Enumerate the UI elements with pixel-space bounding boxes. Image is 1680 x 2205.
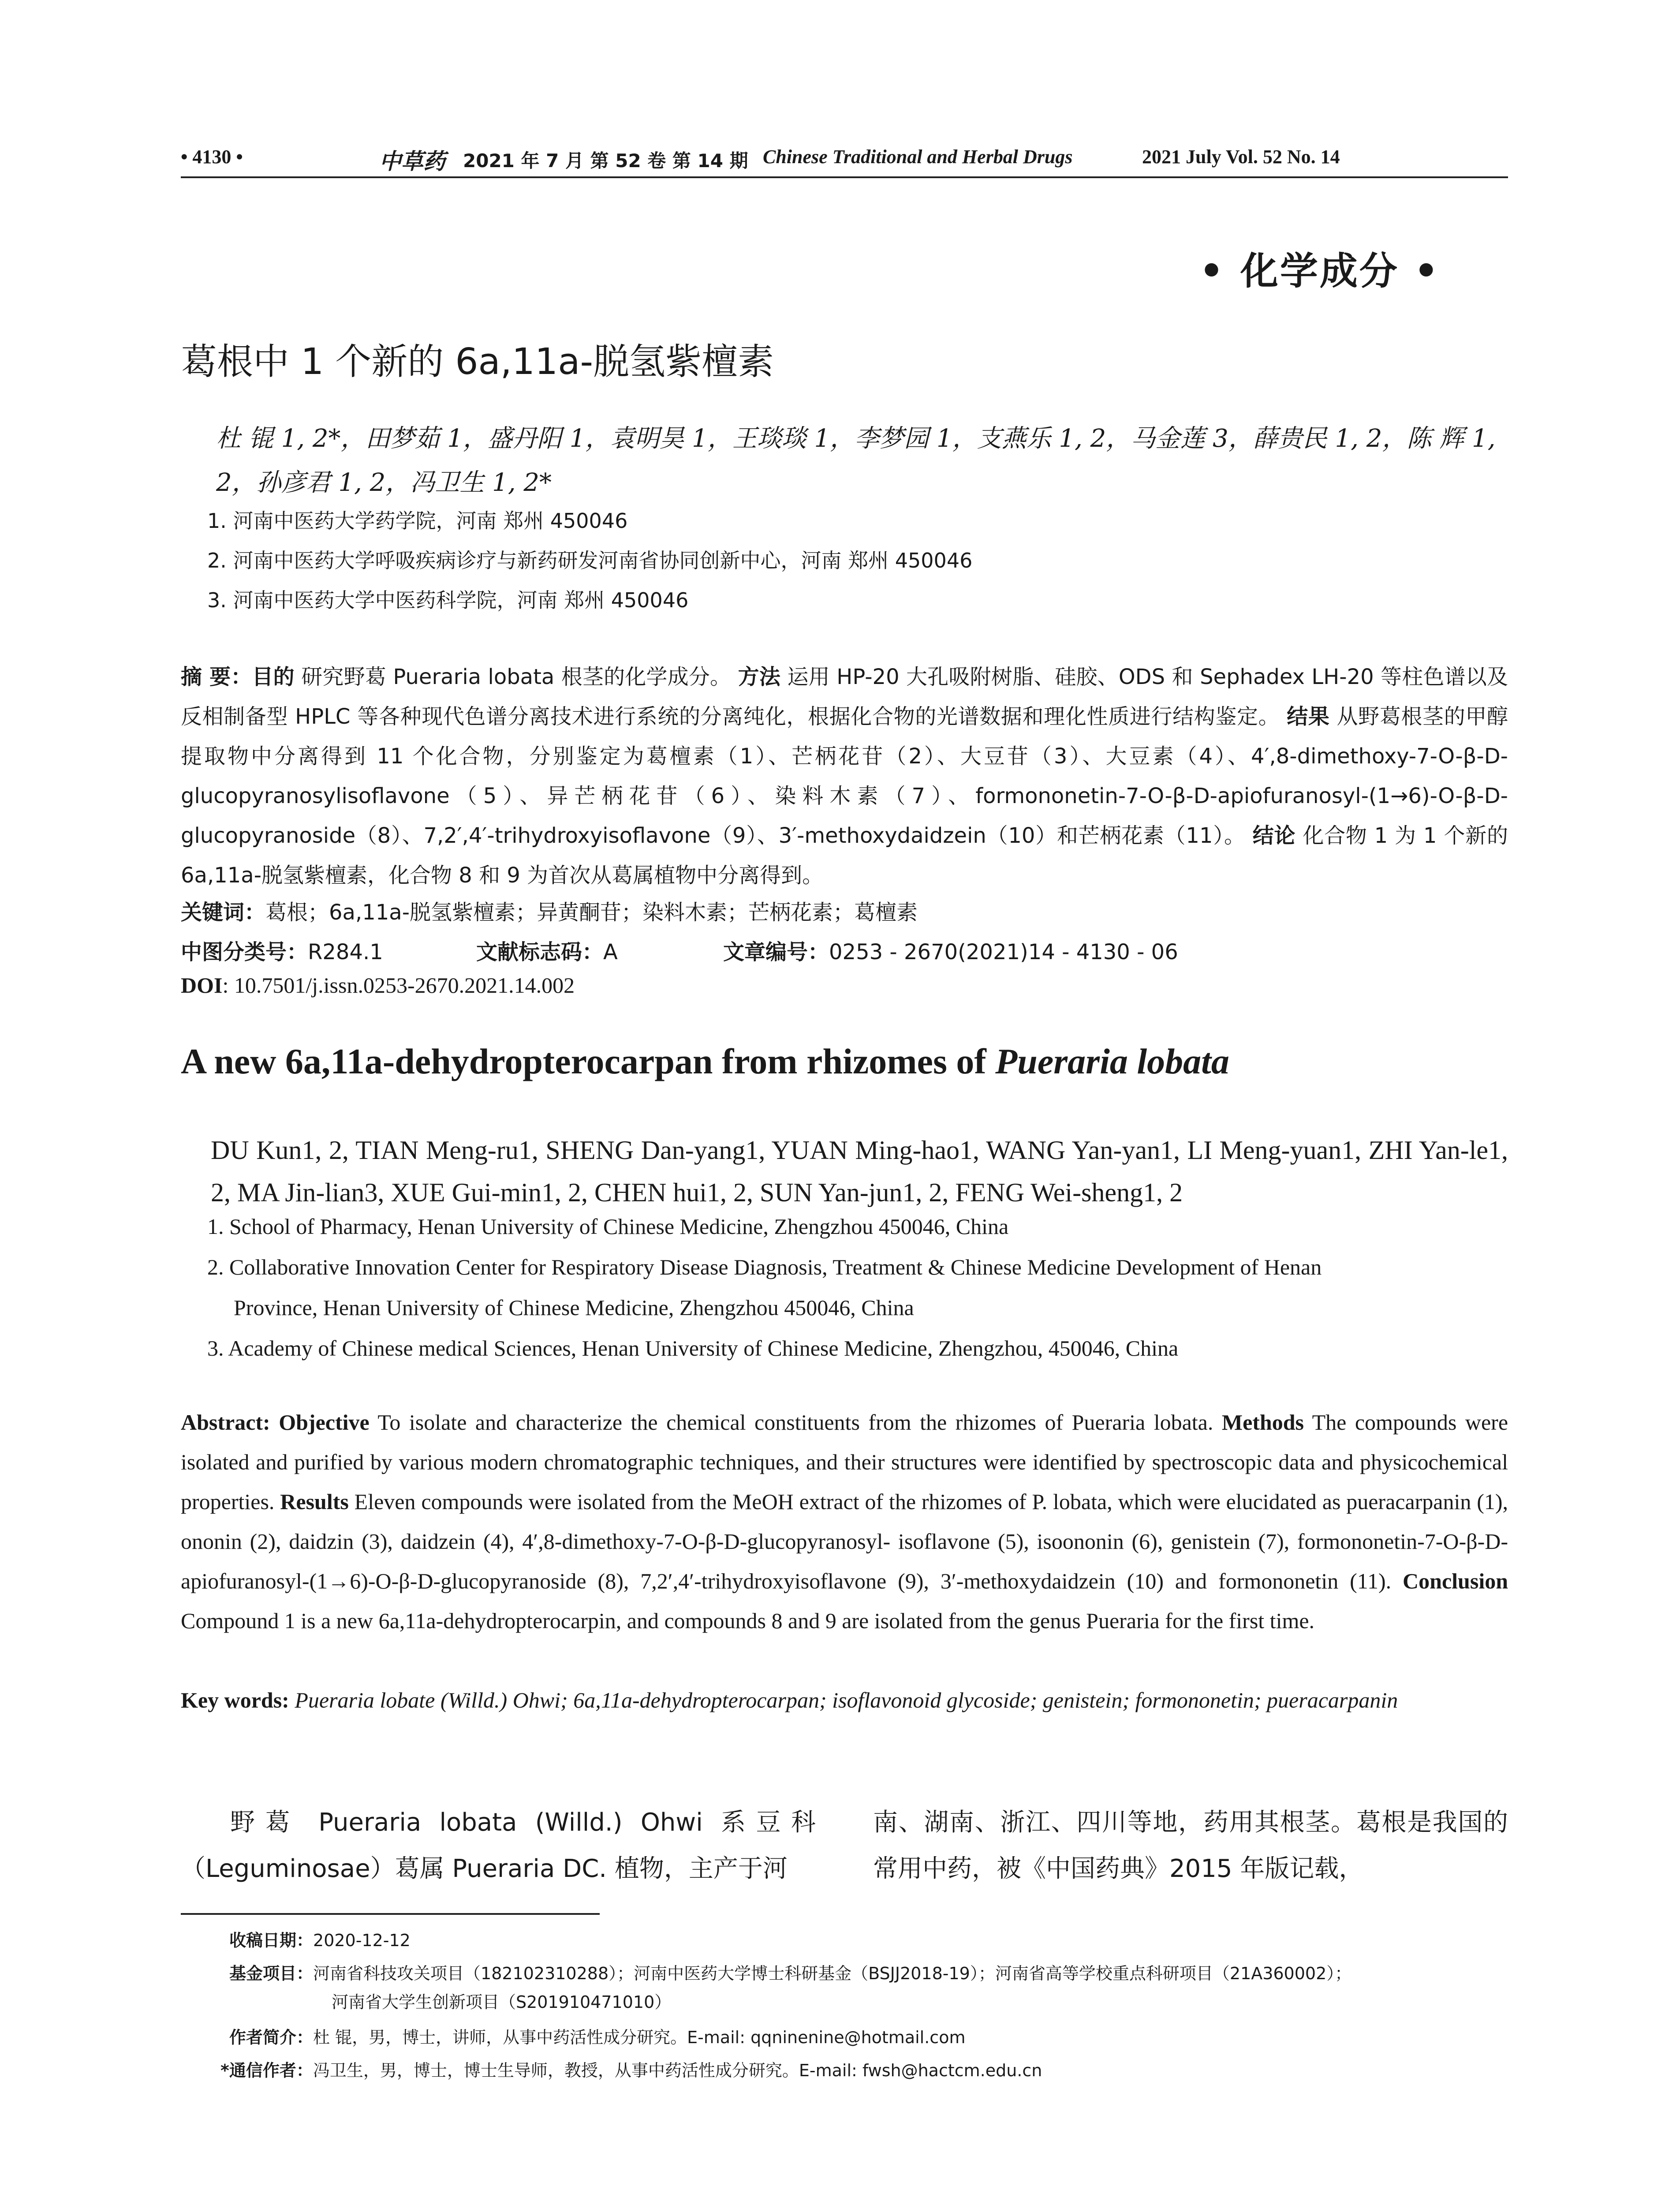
- body-column-left: 野葛 Pueraria lobata (Willd.) Ohwi 系豆科（Leguminosae）葛属 Pueraria DC. 植物，主产于河: [181, 1808, 816, 1883]
- body-column-right: 南、湖南、浙江、四川等地，药用其根茎。葛根是我国的常用中药，被《中国药典》2015 年版记载，: [873, 1808, 1508, 1883]
- authors-en: DU Kun1, 2, TIAN Meng-ru1, SHENG Dan-yang1, YUAN Ming-hao1, WANG Yan-yan1, LI Meng-yuan1, ZHI Yan-le1, 2, MA Jin-lian3, XUE Gui-min1, 2, CHEN hui1, 2, SUN Yan-jun1, 2, FENG Wei-sheng1, 2: [211, 1136, 1508, 1207]
- clc-value: R284.1: [308, 940, 383, 964]
- objective-cn: 研究野葛 Pueraria lobata 根茎的化学成分。: [301, 665, 732, 689]
- keywords-en: [181, 1680, 1508, 1720]
- corr-label: *通信作者：: [220, 2061, 313, 2080]
- header-rule: [181, 176, 1508, 178]
- results-cn: 从野葛根茎的甲醇提取物中分离得到 11 个化合物，分别鉴定为葛檀素（1）、芒柄花苷（2）、大豆苷（3）、大豆素（4）、4′,8-dimethoxy-7-O-β-D-glucopyranosylisoflavone（5）、异芒柄花苷（6）、染料木素（7）、formononetin-7-O-β-D-apiofuranosyl-(1→6)-O-β-D-glucopyranoside（8）、7,2′,4′-trihydroxyisoflavone（9）、3′-methoxydaidzein（10）和芒柄花素（11）。: [181, 704, 1508, 848]
- conclusion-label-en: Conclusion: [1403, 1569, 1508, 1593]
- doi-label: DOI: [181, 973, 223, 998]
- issue-cn: 2021 年 7 月 第 52 卷 第 14 期: [463, 150, 748, 172]
- journal-name-cn: 中草药: [379, 149, 445, 174]
- corr-text: 冯卫生，男，博士，博士生导师，教授，从事中药活性成分研究。E-mail: fwsh@hactcm.edu.cn: [313, 2061, 1042, 2080]
- keywords-cn: [181, 895, 918, 926]
- results-label-cn: 结果: [1287, 704, 1330, 729]
- objective-label-en: Objective: [279, 1410, 370, 1435]
- page-number: • 4130 •: [181, 146, 243, 168]
- bio-text: 杜 锟，男，博士，讲师，从事中药活性成分研究。E-mail: qqninenine@hotmail.com: [313, 2028, 966, 2047]
- objective-label-cn: 目的: [252, 665, 295, 689]
- bio-label: 作者简介：: [229, 2028, 314, 2047]
- affiliation-cn-1: 1. 河南中医药大学药学院，河南 郑州 450046: [207, 509, 628, 533]
- abstract-cn-label: 摘 要：: [181, 665, 252, 689]
- methods-label-cn: 方法: [738, 665, 780, 689]
- fund-label: 基金项目：: [229, 1964, 314, 1983]
- affiliation-cn-3: 3. 河南中医药大学中医药科学院，河南 郑州 450046: [207, 588, 689, 612]
- footnote-rule: [181, 1913, 600, 1915]
- affiliation-en-2: 2. Collaborative Innovation Center for Respiratory Disease Diagnosis, Treatment & Chinese Medicine Development of Henan: [207, 1255, 1322, 1279]
- doc-code-value: A: [603, 940, 618, 964]
- title-en: [181, 1041, 1229, 1082]
- title-cn: 葛根中 1 个新的 6a,11a-脱氢紫檀素: [181, 341, 774, 383]
- received-label: 收稿日期：: [229, 1931, 314, 1950]
- fund-text: 河南省科技攻关项目（182102310288）；河南中医药大学博士科研基金（BSJJ2018-19）；河南省高等学校重点科研项目（21A360002）；: [313, 1964, 1352, 1983]
- footnote-fund: [229, 1960, 1508, 1987]
- received-date: 2020-12-12: [313, 1931, 411, 1950]
- abstract-cn: [181, 657, 1508, 895]
- footnote-fund-cont: 河南省大学生创新项目（S201910471010）: [332, 1992, 672, 2012]
- article-no-label: 文章编号：: [723, 940, 829, 964]
- footnote-received: [229, 1927, 1508, 1954]
- title-en-text: A new 6a,11a-dehydropterocarpan from rhizomes of: [181, 1041, 986, 1081]
- objective-en: To isolate and characterize the chemical constituents from the rhizomes of Pueraria lobata.: [377, 1410, 1213, 1435]
- results-en: Eleven compounds were isolated from the MeOH extract of the rhizomes of P. lobata, which were elucidated as pueracarpanin (1), ononin (2), daidzin (3), daidzein (4), 4′,8-dimethoxy-7-O-β-D-glucopyranosyl- isoflavone (5), isoononin (6), genistein (7), formononetin-7-O-β-D-apiofuranosyl-(1→6)-O-β-D-glucopyranoside (8), 7,2′,4′-trihydroxyisoflavone (9), 3′-methoxydaidzein (10) and formononetin (11).: [181, 1489, 1508, 1593]
- abstract-en: [181, 1402, 1508, 1641]
- journal-name-en: Chinese Traditional and Herbal Drugs: [763, 146, 1073, 168]
- doi-line: [181, 972, 575, 998]
- issue-en: 2021 July Vol. 52 No. 14: [1142, 146, 1340, 168]
- affiliation-en-2-cont: Province, Henan University of Chinese Medicine, Zhengzhou 450046, China: [234, 1295, 914, 1320]
- affiliation-en-1: 1. School of Pharmacy, Henan University of Chinese Medicine, Zhengzhou 450046, China: [207, 1214, 1009, 1239]
- conclusion-en: Compound 1 is a new 6a,11a-dehydropterocarpin, and compounds 8 and 9 are isolated from the genus Pueraria for the first time.: [181, 1608, 1315, 1633]
- conclusion-cn: 化合物 1 为 1 个新的 6a,11a-脱氢紫檀素，化合物 8 和 9 为首次从葛属植物中分离得到。: [181, 823, 1508, 888]
- article-no-value: 0253 - 2670(2021)14 - 4130 - 06: [829, 940, 1178, 964]
- keywords-cn-label: 关键词：: [181, 900, 266, 925]
- keywords-en-label: Key words:: [181, 1688, 289, 1712]
- keywords-cn-text: 葛根；6a,11a-脱氢紫檀素；异黄酮苷；染料木素；芒柄花素；葛檀素: [265, 900, 918, 925]
- doc-code-label: 文献标志码：: [476, 940, 604, 964]
- abstract-en-label: Abstract:: [181, 1410, 270, 1435]
- methods-cn: 运用 HP-20 大孔吸附树脂、硅胶、ODS 和 Sephadex LH-20 等柱色谱以及反相制备型 HPLC 等各种现代色谱分离技术进行系统的分离纯化，根据化合物的光谱数据和理化性质进行结构鉴定。: [181, 665, 1508, 729]
- title-en-species: Pueraria lobata: [995, 1041, 1229, 1081]
- doi-value: : 10.7501/j.issn.0253-2670.2021.14.002: [222, 973, 575, 998]
- results-label-en: Results: [280, 1489, 349, 1514]
- affiliation-en-3: 3. Academy of Chinese medical Sciences, Henan University of Chinese Medicine, Zhengzhou, 450046, China: [207, 1336, 1179, 1360]
- conclusion-label-cn: 结论: [1252, 823, 1296, 848]
- affiliation-cn-2: 2. 河南中医药大学呼吸疾病诊疗与新药研发河南省协同创新中心，河南 郑州 450046: [207, 549, 973, 572]
- section-category: • 化学成分 •: [1199, 249, 1440, 293]
- keywords-en-text: Pueraria lobate (Willd.) Ohwi; 6a,11a-dehydropterocarpan; isoflavonoid glycoside; genistein; formononetin; pueracarpanin: [295, 1688, 1398, 1712]
- authors-cn: 杜 锟 1, 2*，田梦茹 1，盛丹阳 1，袁明昊 1，王琰琰 1，李梦园 1，支燕乐 1, 2，马金莲 3，薛贵民 1, 2，陈 辉 1, 2，孙彦君 1, 2，冯卫生 1, 2*: [216, 424, 1496, 497]
- footnote-corresponding: [220, 2057, 1499, 2084]
- running-header: [181, 146, 1508, 176]
- methods-en: The compounds were isolated and purified by various modern chromatographic techniques, and their structures were identified by spectroscopic data and physicochemical properties.: [181, 1410, 1508, 1514]
- methods-label-en: Methods: [1221, 1410, 1304, 1435]
- clc-label: 中图分类号：: [181, 940, 308, 964]
- footnote-bio: [229, 2024, 1508, 2051]
